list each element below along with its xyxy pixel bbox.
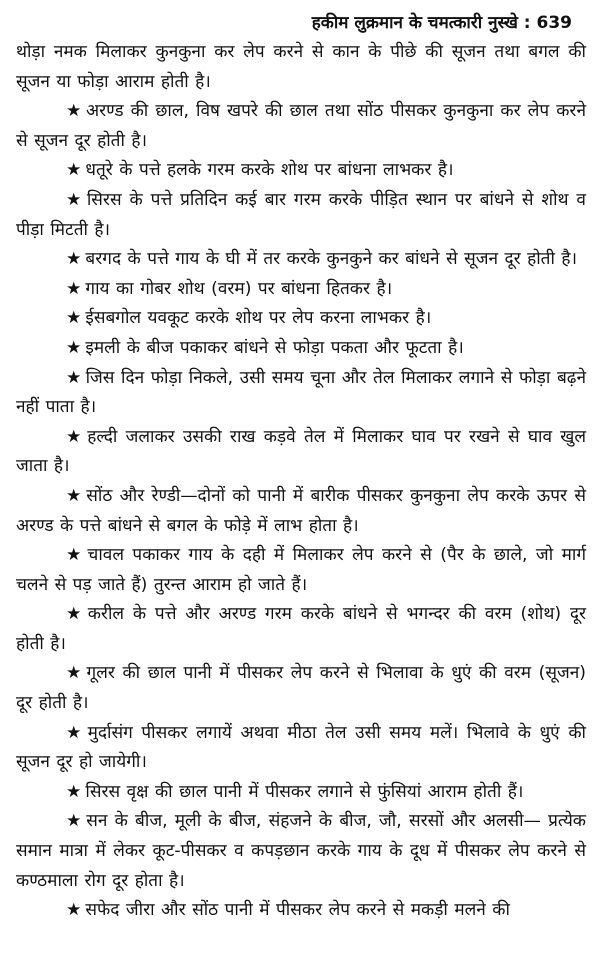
star-icon: ★	[66, 278, 82, 299]
star-icon: ★	[66, 337, 82, 358]
paragraph: ★ जिस दिन फोड़ा निकले, उसी समय चूना और तेल मिलाकर लगाने से फोड़ा बढ़ने नहीं पाता है।	[16, 367, 586, 418]
paragraph: ★ इमली के बीज पकाकर बांधने से फोड़ा पकता और फूटता है।	[66, 337, 464, 358]
star-icon: ★	[66, 426, 84, 447]
star-icon: ★	[66, 545, 84, 566]
star-icon: ★	[66, 485, 83, 506]
paragraph: ★ हल्दी जलाकर उसकी राख कड़वे तेल में मिलाकर घाव पर रखने से घाव खुल जाता है।	[16, 426, 586, 477]
paragraph: ★ सन के बीज, मूली के बीज, संहजने के बीज, जौ, सरसों और अलसी— प्रत्येक समान मात्रा में लेकर कूट-पीसकर व कपड़छान करके गाय के दूध में पीसकर लेप करने से कण्ठमाला रोग दूर होता है।	[16, 811, 586, 891]
star-icon: ★	[66, 781, 82, 802]
star-icon: ★	[66, 160, 82, 181]
star-icon: ★	[66, 811, 83, 832]
star-icon: ★	[66, 900, 82, 921]
paragraph: ★ मुर्दासंग पीसकर लगायें अथवा मीठा तेल उसी समय मलें। भिलावे के धुएं की सूजन दूर हो जायेगी।	[16, 722, 586, 773]
running-header: हकीम लुक्रमान के चमत्कारी नुस्खे : 639	[311, 13, 572, 33]
paragraph: ★ करील के पत्ते और अरण्ड गरम करके बांधने से भगन्दर की वरम (शोथ) दूर होती है।	[16, 604, 586, 654]
star-icon: ★	[66, 663, 83, 684]
star-icon: ★	[66, 722, 84, 743]
paragraph: ★ बरगद के पत्ते गाय के घी में तर करके कुनकुने कर बांधने से सूजन दूर होती है।	[66, 249, 578, 270]
paragraph: ★ अरण्ड की छाल, विष खपरे की छाल तथा सोंठ पीसकर कुनकुना कर लेप करने से सूजन दूर होती है।	[16, 101, 586, 151]
paragraph: ★ गाय का गोबर शोथ (वरम) पर बांधना हितकर है।	[66, 278, 393, 299]
paragraph: ★ धतूरे के पत्ते हलके गरम करके शोथ पर बांधना लाभकर है।	[66, 160, 454, 181]
paragraph: ★ चावल पकाकर गाय के दही में मिलाकर लेप करने से (पैर के छाले, जो मार्ग चलने से पड़ जाते हैं) तुरन्त आराम हो जाते हैं।	[16, 545, 586, 595]
star-icon: ★	[66, 308, 82, 329]
star-icon: ★	[66, 249, 82, 270]
star-icon: ★	[66, 189, 83, 210]
paragraph: ★ गूलर की छाल पानी में पीसकर लेप करने से भिलावा के धुएं की वरम (सूजन) दूर होती है।	[16, 663, 586, 714]
paragraph: ★ सिरस वृक्ष की छाल पानी में पीसकर लगाने से फुंसियां आराम होती हैं।	[66, 781, 524, 802]
star-icon: ★	[66, 604, 84, 625]
star-icon: ★	[66, 367, 82, 388]
star-icon: ★	[66, 101, 83, 122]
paragraph: ★ सफेद जीरा और सोंठ पानी में पीसकर लेप करने से मकड़ी मलने की	[66, 900, 510, 921]
paragraph: ★ ईसबगोल यवकूट करके शोथ पर लेप करना लाभकर है।	[66, 308, 432, 329]
body-text	[16, 38, 586, 926]
paragraph: ★ सोंठ और रेण्डी—दोनों को पानी में बारीक पीसकर कुनकुना लेप करके ऊपर से अरण्ड के पत्ते बांधने से बगल के फोड़े में लाभ होता है।	[16, 485, 586, 536]
paragraph: थोड़ा नमक मिलाकर कुनकुना कर लेप करने से कान के पीछे की सूजन तथा बगल की सूजन या फोड़ा आराम होती है।	[16, 42, 586, 92]
paragraph: ★ सिरस के पत्ते प्रतिदिन कई बार गरम करके पीड़ित स्थान पर बांधने से शोथ व पीड़ा मिटती है।	[16, 189, 586, 240]
